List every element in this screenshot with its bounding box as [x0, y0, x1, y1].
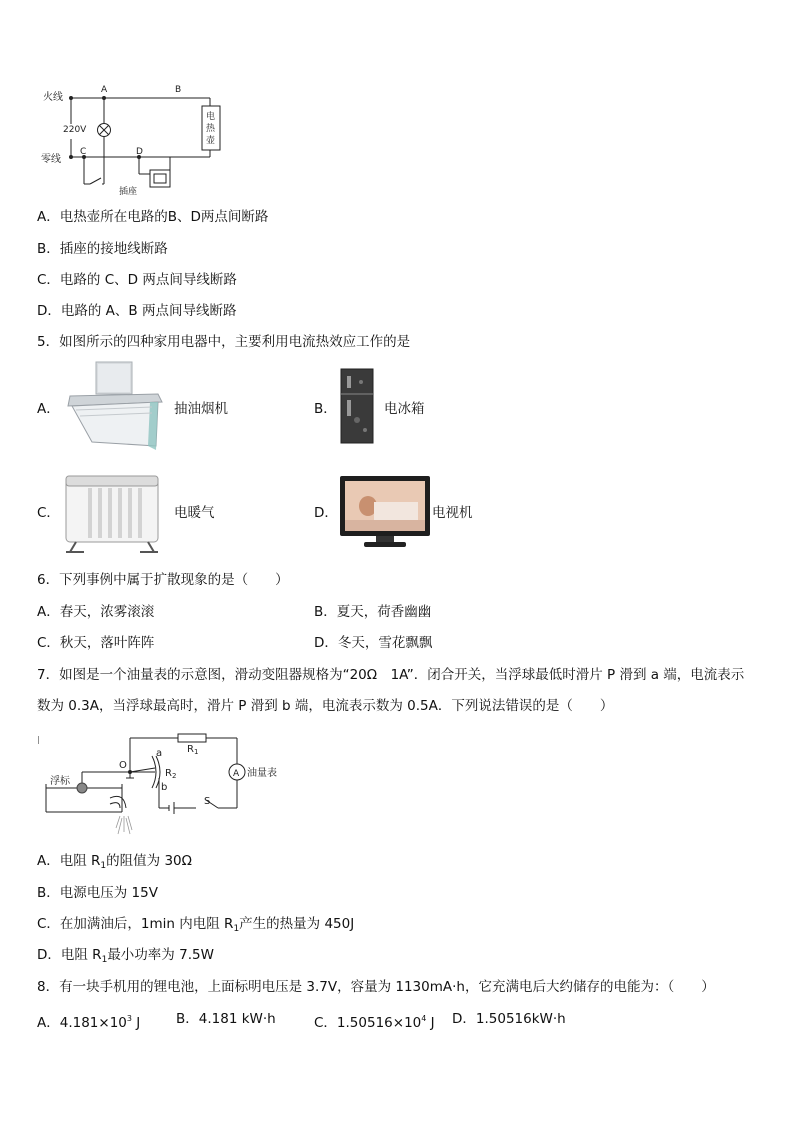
q4-option-a: A．电热壶所在电路的B、D两点间断路	[37, 209, 269, 225]
q8-stem: 8．有一块手机用的锂电池，上面标明电压是 3.7V，容量为 1130mA·h，它充满电后大约储存的电能为：（ ）	[37, 979, 715, 995]
q5-option-c-letter: C．	[37, 505, 60, 521]
point-c-label: C	[80, 147, 87, 157]
q7-stem-line-1: 7．如图是一个油量表的示意图，滑动变阻器规格为“20Ω 1A”．闭合开关，当浮球最低时滑片 P 滑到 a 端，电流表示	[37, 667, 745, 683]
q6-option-d: D．冬天，雪花飘飘	[314, 635, 433, 651]
q8-option-d: D．1.50516kW·h	[452, 1011, 566, 1027]
range-hood-image	[62, 360, 166, 456]
point-a-label: A	[101, 85, 108, 95]
q5-option-b-letter: B．	[314, 401, 337, 417]
q8-option-c: C．$1.50516\times 10^4$ J	[314, 1014, 435, 1031]
refrigerator-image	[339, 368, 375, 444]
neutral-wire-label: 零线	[41, 154, 61, 165]
voltage-label: 220V	[63, 125, 87, 135]
kettle-label-3: 壶	[206, 136, 216, 146]
electric-heater-image	[62, 470, 162, 556]
q8-option-a: A．$4.181\times 10^3$ J	[37, 1014, 141, 1031]
ammeter-symbol: A	[233, 769, 240, 779]
terminal-b-label: b	[161, 782, 168, 793]
r2-label: $R_2$	[165, 768, 177, 780]
q7-option-d: D．电阻 $R_1$最小功率为 7.5W	[37, 947, 214, 965]
r1-label: $R_1$	[187, 744, 199, 756]
television-image	[338, 474, 432, 552]
live-wire-label: 火线	[43, 92, 63, 103]
q4-option-d: D．电路的 A、B 两点间导线断路	[37, 303, 237, 319]
point-b-label: B	[175, 85, 182, 95]
kettle-label-1: 电	[206, 112, 216, 122]
q6-option-a: A．春天，浓雾滚滚	[37, 604, 155, 620]
fuel-gauge-circuit-diagram	[38, 728, 288, 838]
household-circuit-diagram	[38, 82, 238, 197]
q5-stem: 5．如图所示的四种家用电器中，主要利用电流热效应工作的是	[37, 334, 411, 350]
q5-option-a-letter: A．	[37, 401, 60, 417]
q7-stem-line-2: 数为 0.3A，当浮球最高时，滑片 P 滑到 b 端，电流表示数为 0.5A．下列说法错误的是（ ）	[37, 698, 614, 714]
point-d-label: D	[136, 147, 143, 157]
q5-option-a-name: 抽油烟机	[174, 401, 228, 417]
fuel-gauge-label: 油量表	[247, 768, 277, 779]
q7-option-c: C．在加满油后，1min 内电阻 $R_1$产生的热量为 450J	[37, 916, 355, 934]
q5-option-b-name: 电冰箱	[384, 401, 425, 417]
q7-option-b: B．电源电压为 15V	[37, 885, 158, 901]
q5-option-c-name: 电暖气	[174, 505, 215, 521]
socket-label: 插座	[119, 187, 138, 197]
q6-option-c: C．秋天，落叶阵阵	[37, 635, 155, 651]
q7-option-a: A．电阻 $R_1$的阻值为 30Ω	[37, 853, 192, 871]
q5-option-d-letter: D．	[314, 505, 338, 521]
q6-option-b: B．夏天，荷香幽幽	[314, 604, 432, 620]
q8-option-b: B．4.181 kW·h	[176, 1011, 276, 1027]
pivot-o-label: O	[119, 760, 127, 771]
q6-stem: 6．下列事例中属于扩散现象的是（ ）	[37, 572, 289, 588]
q5-option-d-name: 电视机	[432, 505, 473, 521]
kettle-label-2: 热	[206, 124, 216, 134]
switch-s-label: S	[204, 796, 211, 807]
float-label: 浮标	[50, 776, 70, 787]
q4-option-c: C．电路的 C、D 两点间导线断路	[37, 272, 237, 288]
terminal-a-label: a	[156, 748, 163, 759]
q4-option-b: B．插座的接地线断路	[37, 241, 168, 257]
